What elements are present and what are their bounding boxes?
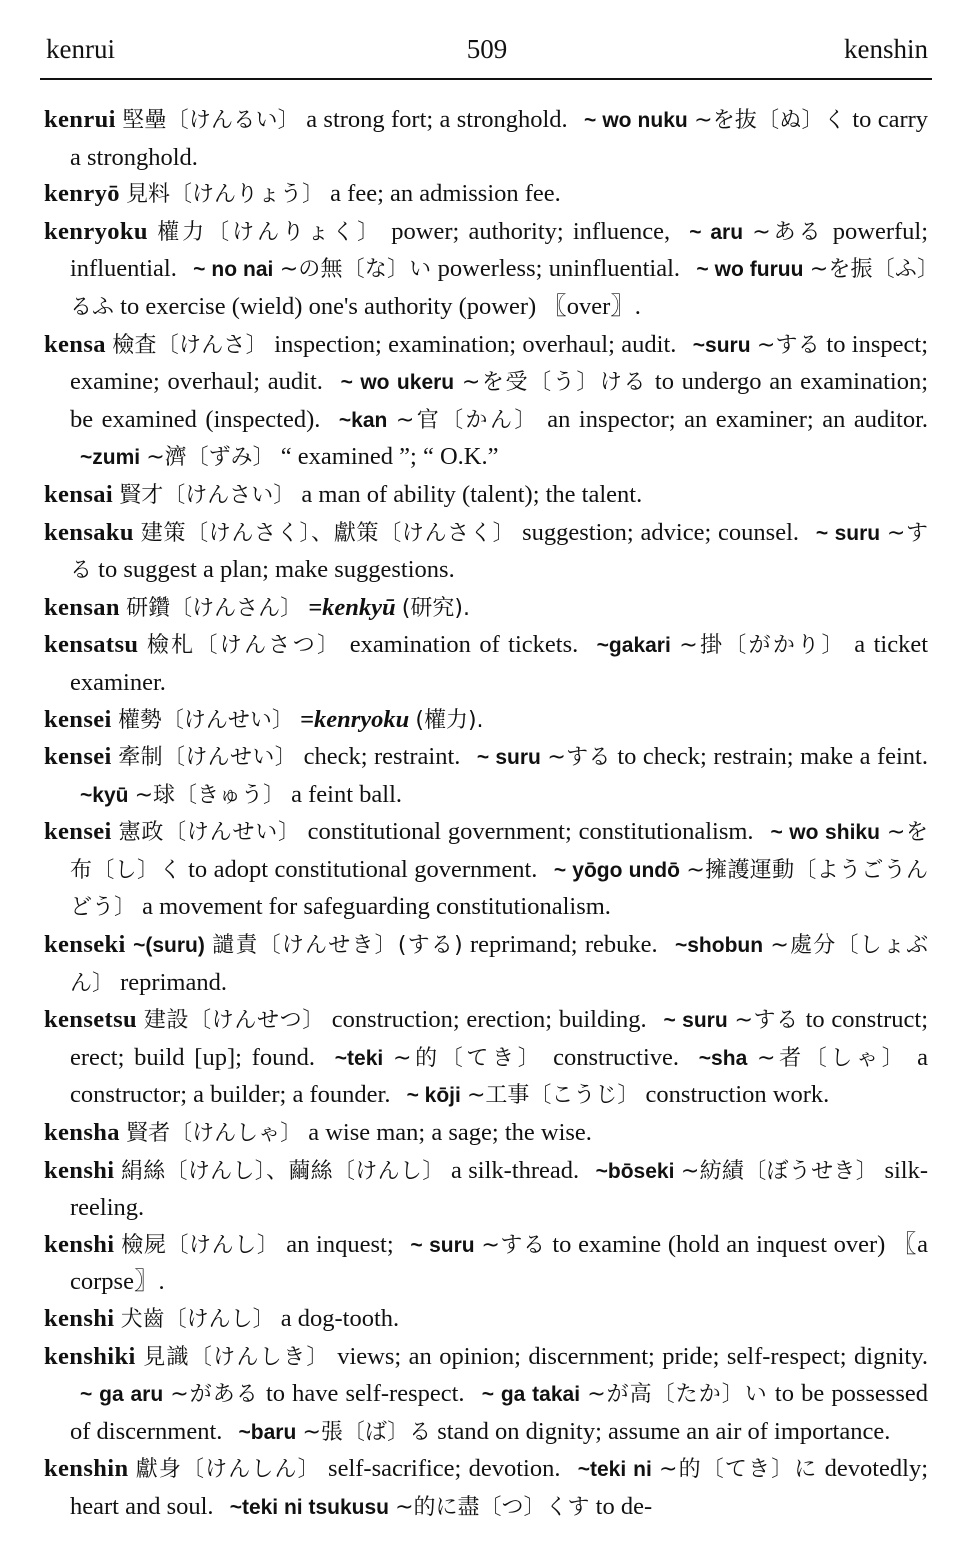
sub-definition: to have self-respect.: [265, 1380, 465, 1408]
definition: a man of ability (talent); the talent.: [301, 480, 643, 508]
headword: kenshi: [44, 1156, 115, 1184]
cross-reference: =kenkyū: [308, 593, 396, 621]
kanji-reading: 憲政〔けんせい〕: [118, 820, 301, 846]
sub-kana: ~する: [70, 520, 929, 584]
kanji-reading: 檢屍〔けんし〕: [121, 1232, 280, 1258]
sub-definition: to inspect; examine; overhaul; audit.: [70, 330, 929, 396]
headword: kensha: [44, 1119, 120, 1147]
sub-romaji: ~ yōgo undō: [553, 858, 680, 882]
sub-romaji: ~ ga takai: [481, 1383, 581, 1407]
kanji-reading: 檢札〔けんさつ〕: [146, 633, 342, 659]
sub-romaji: ~ wo nuku: [584, 109, 688, 132]
sub-definition: powerful; influential.: [70, 217, 929, 283]
sub-kana: ~球〔きゅう〕: [134, 782, 286, 808]
kanji-reading: 犬齒〔けんし〕: [120, 1307, 275, 1332]
cross-reference: =kenryoku: [300, 705, 410, 733]
sub-definition: constructive.: [553, 1043, 680, 1071]
dictionary-entry: [44, 739, 928, 814]
dictionary-entry: [44, 102, 928, 176]
definition: a strong fort; a stronghold.: [306, 106, 568, 133]
sub-definition: to undergo an examination; be examined (inspected).: [70, 368, 929, 433]
sub-romaji: ~zumi: [80, 446, 141, 470]
definition: a wise man; a sage; the wise.: [308, 1119, 592, 1147]
sub-romaji: ~baru: [238, 1420, 297, 1444]
headword: kenshiki: [44, 1342, 136, 1370]
sub-definition: to adopt constitutional government.: [188, 855, 538, 883]
sub-definition: a ticket examiner.: [70, 631, 929, 696]
guide-word-left: kenrui: [46, 34, 115, 64]
sub-romaji: ~kyū: [80, 783, 129, 807]
kanji-reading: 建策〔けんさく〕、獻策〔けんさく〕: [140, 520, 516, 546]
headword: kensai: [44, 480, 114, 508]
dictionary-entry: [44, 1339, 928, 1452]
kanji-reading: 譴責〔けんせき〕(する): [212, 933, 463, 959]
sub-definition: “ examined ”; “ O.K.”: [280, 443, 499, 471]
sub-definition: to examine (hold an inquest over) 〖a corpse〗.: [70, 1230, 929, 1296]
sub-kana: ~掛〔がかり〕: [679, 633, 846, 659]
page-header: [46, 34, 928, 74]
sub-romaji: ~suru: [692, 333, 751, 357]
sub-romaji: ~kan: [338, 408, 388, 432]
sub-romaji: ~sha: [698, 1046, 748, 1070]
kanji-reading: 堅壘〔けんるい〕: [122, 108, 300, 133]
sub-romaji: ~ kōji: [406, 1084, 461, 1108]
sub-romaji: ~ suru: [815, 521, 881, 545]
sub-kana: ~者〔しゃ〕: [757, 1045, 908, 1071]
sub-definition: to exercise (wield) one's authority (power) 〖over〗.: [120, 292, 641, 320]
dictionary-entry: [44, 1301, 928, 1339]
sub-romaji: ~ suru: [410, 1233, 475, 1257]
sub-kana: ~の無〔な〕い: [279, 257, 432, 283]
definition: check; restraint.: [303, 743, 461, 771]
sub-kana: ~する: [481, 1232, 546, 1258]
dictionary-entry: [44, 176, 928, 214]
sub-definition: to be possessed of discernment.: [70, 1380, 928, 1445]
sub-kana: ~擁護運動〔ようごうんどう〕: [70, 857, 929, 921]
definition: constitutional government; constitutionalism.: [307, 818, 754, 846]
sub-kana: ~的〔てき〕: [393, 1045, 544, 1071]
headword: kenshi: [44, 1230, 115, 1258]
dictionary-entry: [44, 1227, 928, 1301]
definition: self-sacrifice; devotion.: [328, 1455, 561, 1483]
sub-kana: ~的〔てき〕に: [659, 1457, 818, 1483]
headword: kenshin: [44, 1455, 129, 1483]
sub-definition: to de-: [595, 1492, 653, 1520]
cross-reference-kanji: (權力).: [415, 707, 484, 733]
page-number: 509: [466, 34, 508, 64]
dictionary-entry: [44, 327, 928, 477]
headword: kensatsu: [44, 631, 139, 659]
kanji-reading: 建設〔けんせつ〕: [143, 1008, 325, 1034]
kanji-reading: 牽制〔けんせい〕: [118, 745, 298, 771]
definition: a dog-tooth.: [280, 1305, 400, 1332]
dictionary-entry: [44, 214, 928, 327]
sub-romaji: ~ wo shiku: [770, 821, 880, 845]
dictionary-entry: [44, 1002, 928, 1115]
pre-romaji: ~(suru): [133, 934, 205, 958]
kanji-reading: 賢者〔けんしゃ〕: [126, 1121, 303, 1147]
definition: a silk-thread.: [450, 1156, 580, 1184]
sub-definition: silk-reeling.: [70, 1156, 929, 1222]
dictionary-entry: [44, 477, 928, 515]
sub-kana: ~ある: [752, 219, 824, 245]
kanji-reading: 研鑽〔けんさん〕: [126, 595, 303, 621]
cross-reference-kanji: (研究).: [401, 595, 470, 621]
sub-kana: ~的に盡〔つ〕くす: [395, 1494, 590, 1520]
dictionary-entry: [44, 1451, 928, 1526]
sub-definition: to check; restrain; make a feint.: [617, 743, 928, 771]
sub-romaji: ~ suru: [476, 746, 541, 770]
definition: examination of tickets.: [349, 631, 579, 659]
headword: kensei: [44, 743, 112, 771]
entry-list: [44, 102, 928, 1527]
sub-definition: reprimand.: [120, 968, 227, 996]
sub-kana: ~する: [547, 745, 611, 771]
sub-definition: devotedly; heart and soul.: [70, 1455, 929, 1520]
dictionary-entry: [44, 627, 928, 701]
definition: views; an opinion; discernment; pride; self-respect; dignity.: [337, 1342, 929, 1370]
definition: inspection; examination; overhaul; audit.: [274, 330, 677, 358]
sub-romaji: ~teki ni tsukusu: [229, 1495, 389, 1519]
sub-romaji: ~ wo furuu: [696, 258, 804, 282]
kanji-reading: 絹絲〔けんし〕、繭絲〔けんし〕: [120, 1158, 445, 1184]
headword: kensan: [44, 593, 120, 621]
sub-kana: ~濟〔ずみ〕: [146, 445, 275, 471]
kanji-reading: 權勢〔けんせい〕: [117, 707, 294, 733]
sub-kana: ~する: [734, 1008, 799, 1034]
kanji-reading: 見識〔けんしき〕: [143, 1344, 330, 1370]
sub-definition: stand on dignity; assume an air of importance.: [437, 1417, 891, 1445]
definition: construction; erection; building.: [331, 1006, 647, 1034]
sub-definition: to construct; erect; build [up]; found.: [70, 1006, 929, 1071]
kanji-reading: 賢才〔けんさい〕: [119, 482, 296, 508]
sub-kana: ~する: [756, 332, 821, 358]
headword: kenryoku: [44, 217, 148, 245]
sub-definition: to suggest a plan; make suggestions.: [98, 556, 455, 584]
dictionary-entry: [44, 1115, 928, 1153]
kanji-reading: 獻身〔けんしん〕: [135, 1457, 321, 1483]
sub-kana: ~工事〔こうじ〕: [466, 1083, 640, 1109]
headword: kenshi: [44, 1305, 115, 1332]
dictionary-entry: [44, 702, 928, 740]
headword: kensei: [44, 818, 112, 846]
dictionary-entry: [44, 590, 928, 628]
sub-romaji: ~ aru: [689, 220, 744, 244]
sub-definition: an inspector; an examiner; an auditor.: [547, 405, 929, 433]
sub-kana: ~紡績〔ぼうせき〕: [680, 1158, 879, 1184]
sub-kana: ~を抜〔ぬ〕く: [694, 108, 846, 133]
headword: kensei: [44, 705, 112, 733]
sub-definition: a constructor; a builder; a founder.: [70, 1043, 929, 1109]
sub-definition: to carry a stronghold.: [70, 106, 929, 171]
definition: power; authority; influence,: [391, 217, 671, 245]
definition: a fee; an admission fee.: [330, 180, 561, 208]
dictionary-entry: [44, 927, 928, 1002]
headword: kensa: [44, 330, 106, 358]
sub-kana: ~張〔ば〕る: [302, 1419, 432, 1445]
sub-definition: a movement for safeguarding constitutionalism.: [142, 893, 611, 921]
sub-definition: construction work.: [645, 1081, 830, 1109]
kanji-reading: 權力〔けんりょく〕: [157, 219, 383, 245]
sub-romaji: ~gakari: [596, 634, 671, 658]
headword: kenrui: [44, 106, 116, 133]
sub-kana: ~を振〔ふ〕るふ: [70, 257, 929, 320]
sub-kana: ~が高〔たか〕い: [587, 1382, 768, 1408]
headword: kenseki: [44, 931, 126, 959]
sub-definition: powerless; uninfluential.: [437, 255, 681, 283]
sub-kana: ~を布〔し〕く: [70, 820, 929, 883]
headword: kensaku: [44, 518, 134, 546]
headword: kensetsu: [44, 1006, 138, 1034]
headword: kenryō: [44, 180, 120, 208]
sub-romaji: ~bōseki: [595, 1159, 675, 1183]
sub-romaji: ~teki: [334, 1046, 384, 1070]
sub-romaji: ~ suru: [663, 1009, 728, 1033]
sub-romaji: ~ no nai: [193, 258, 274, 282]
sub-romaji: ~teki ni: [577, 1458, 652, 1482]
kanji-reading: 檢査〔けんさ〕: [112, 332, 268, 358]
definition: reprimand; rebuke.: [470, 931, 658, 959]
sub-romaji: ~shobun: [674, 934, 764, 958]
sub-kana: ~處分〔しょぶん〕: [70, 933, 929, 996]
dictionary-entry: [44, 515, 928, 590]
definition: suggestion; advice; counsel.: [522, 518, 800, 546]
guide-word-right: kenshin: [844, 34, 928, 64]
header-rule: [40, 78, 932, 80]
sub-definition: a feint ball.: [291, 780, 403, 808]
kanji-reading: 見料〔けんりょう〕: [126, 182, 325, 208]
definition: an inquest;: [286, 1230, 394, 1258]
dictionary-entry: [44, 814, 928, 927]
sub-romaji: ~ ga aru: [80, 1383, 164, 1407]
sub-romaji: ~ wo ukeru: [340, 371, 455, 395]
sub-kana: ~がある: [170, 1382, 259, 1408]
dictionary-entry: [44, 1153, 928, 1227]
sub-kana: ~を受〔う〕ける: [461, 370, 648, 396]
sub-kana: ~官〔かん〕: [395, 407, 539, 433]
